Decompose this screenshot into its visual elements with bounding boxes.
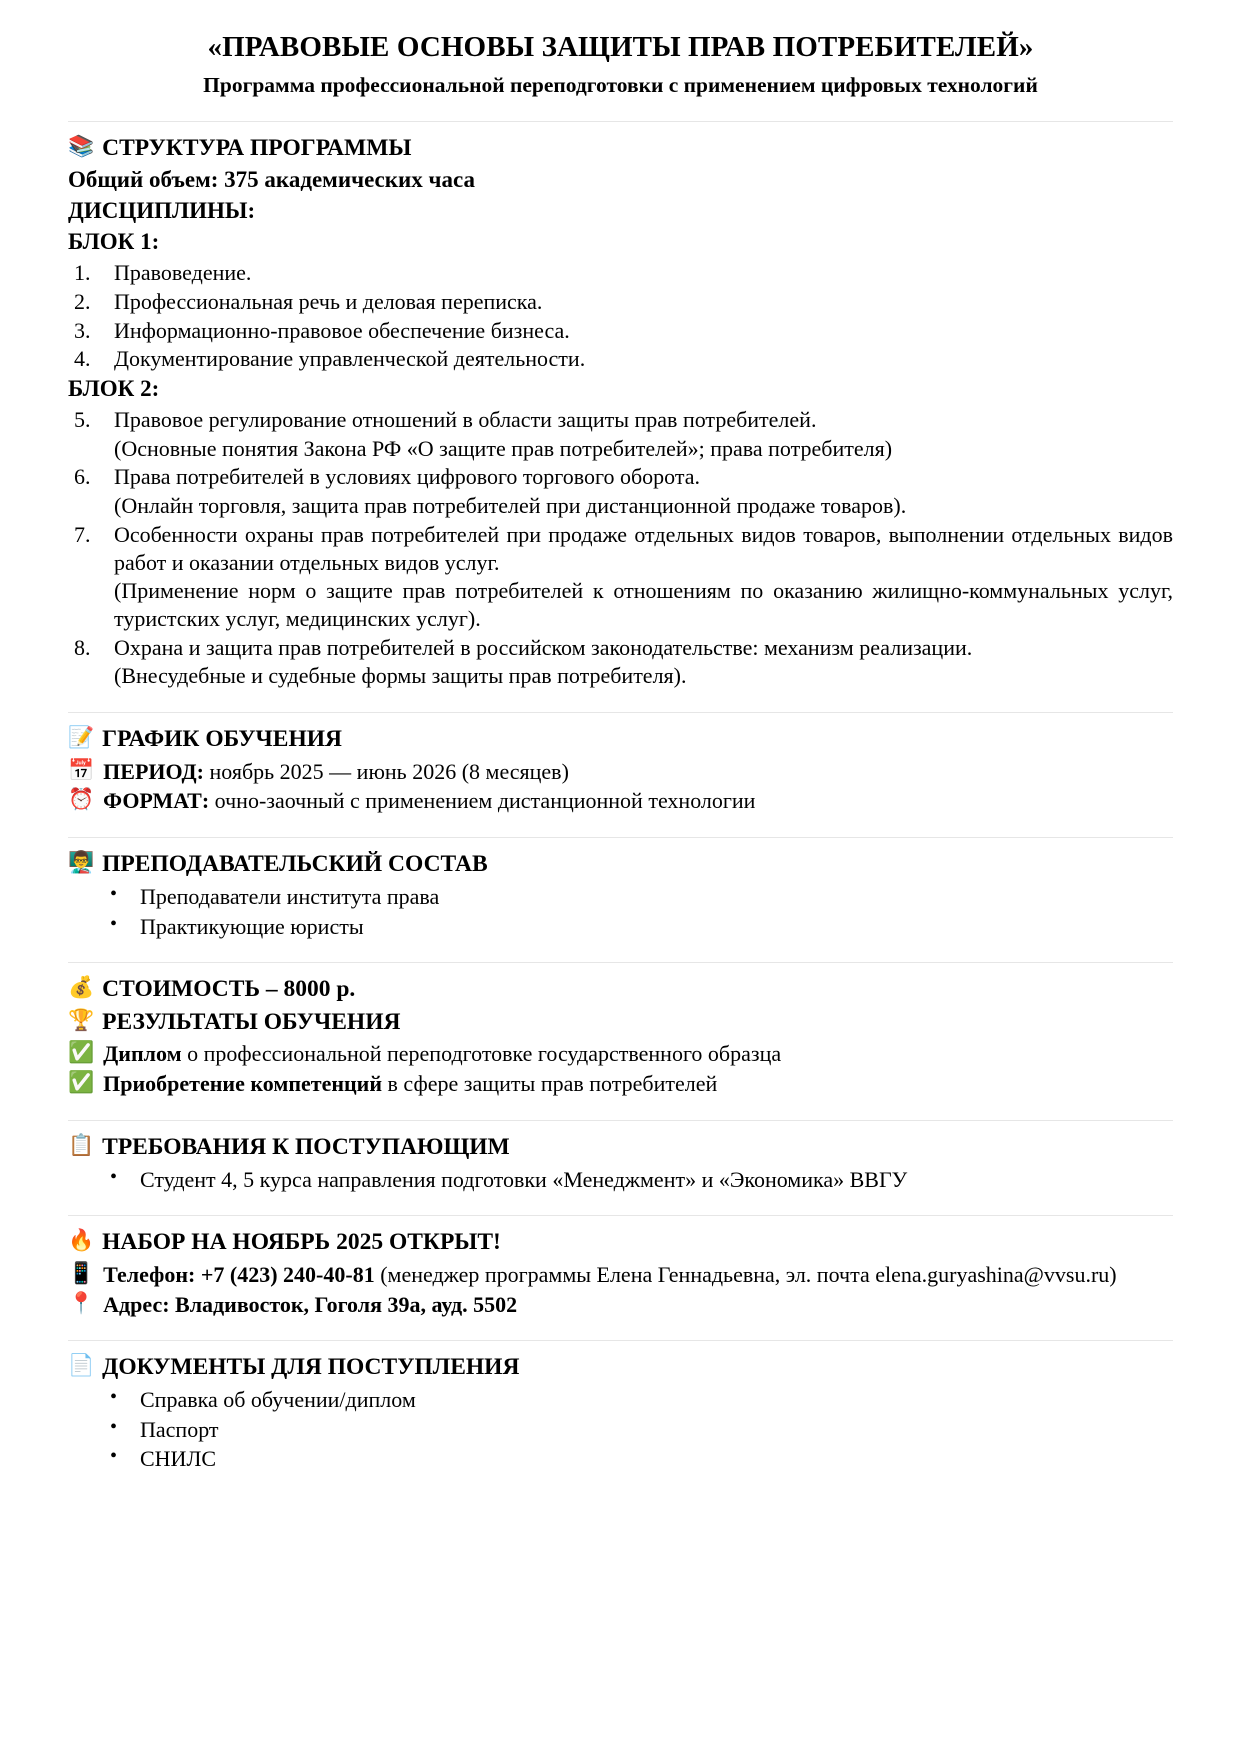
block1-list	[68, 259, 1173, 373]
section-heading-staff-label: ПРЕПОДАВАТЕЛЬСКИЙ СОСТАВ	[102, 851, 488, 878]
page-title: «ПРАВОВЫЕ ОСНОВЫ ЗАЩИТЫ ПРАВ ПОТРЕБИТЕЛЕЙ»	[207, 31, 1034, 63]
list-item-note: (Внесудебные и судебные формы защиты прав потребителя).	[114, 663, 687, 689]
list-item: • Студент 4, 5 курса направления подготовки «Менеджмент» и «Экономика» ВВГУ	[68, 1166, 1173, 1194]
list-item-number: 7.	[74, 521, 91, 547]
list-item: • Практикующие юристы	[68, 913, 1173, 941]
list-item	[68, 317, 1173, 345]
block2-list	[68, 406, 1173, 690]
result-item-competencies	[68, 1070, 1173, 1098]
requirements-list	[68, 1166, 1173, 1194]
divider	[68, 121, 1173, 122]
format-row	[68, 787, 1173, 815]
list-item-text: Правовое регулирование отношений в области защиты прав потребителей.	[114, 406, 817, 432]
clipboard-icon: 📋	[68, 1132, 95, 1157]
result-item-bold: Диплом	[103, 1041, 182, 1067]
section-heading-documents	[68, 1353, 1173, 1383]
period-value: ноябрь 2025 — июнь 2026 (8 месяцев)	[209, 758, 569, 784]
location-pin-icon: 📍	[68, 1290, 95, 1315]
section-heading-results	[68, 1008, 1173, 1038]
check-mark-icon: ✅	[68, 1070, 95, 1095]
list-item-number: 3.	[74, 317, 91, 343]
divider	[68, 712, 1173, 713]
section-heading-documents-label: ДОКУМЕНТЫ ДЛЯ ПОСТУПЛЕНИЯ	[102, 1354, 520, 1381]
memo-icon: 📝	[68, 725, 95, 750]
result-item-rest: в сфере защиты прав потребителей	[382, 1071, 718, 1097]
section-heading-schedule-label: ГРАФИК ОБУЧЕНИЯ	[102, 726, 343, 753]
list-item-text: Охрана и защита прав потребителей в российском законодательстве: механизм реализации.	[114, 634, 973, 660]
calendar-icon: 📅	[68, 757, 95, 782]
phone-row	[68, 1261, 1173, 1289]
list-item-text: Информационно-правовое обеспечение бизнеса.	[114, 317, 570, 343]
staff-list	[68, 883, 1173, 940]
list-item-number: 1.	[74, 260, 91, 286]
divider	[68, 837, 1173, 838]
cost-row	[68, 975, 1173, 1005]
list-item-number: 8.	[74, 634, 91, 660]
list-item-number: 5.	[74, 406, 91, 432]
books-icon: 📚	[68, 133, 95, 158]
address-row	[68, 1291, 1173, 1319]
block1-label: БЛОК 1:	[68, 229, 160, 255]
list-item: • Преподаватели института права	[68, 883, 1173, 911]
money-bag-icon: 💰	[68, 975, 95, 1000]
teacher-icon: 👨‍🏫	[68, 850, 95, 875]
page-subtitle: Программа профессиональной переподготовки с применением цифровых технологий	[203, 72, 1038, 97]
format-label: ФОРМАТ:	[103, 788, 210, 814]
phone-note: (менеджер программы Елена Геннадьевна, эл. почта elena.guryashina@vvsu.ru)	[374, 1261, 1117, 1287]
list-item: • Справка об обучении/диплом	[68, 1386, 1173, 1414]
period-row	[68, 758, 1173, 786]
list-item: • СНИЛС	[68, 1445, 1173, 1473]
section-heading-structure-label: СТРУКТУРА ПРОГРАММЫ	[102, 134, 412, 161]
list-item-number: 2.	[74, 288, 91, 314]
cost-text: СТОИМОСТЬ – 8000 р.	[102, 976, 356, 1003]
phone-label: Телефон: +7 (423) 240-40-81	[103, 1261, 375, 1287]
check-mark-icon: ✅	[68, 1040, 95, 1065]
address-text: Адрес: Владивосток, Гоголя 39а, ауд. 5502	[103, 1291, 518, 1317]
list-item	[68, 288, 1173, 316]
section-heading-requirements	[68, 1133, 1173, 1163]
section-heading-structure	[68, 134, 1173, 164]
list-item-note: (Онлайн торговля, защита прав потребителей при дистанционной продаже товаров).	[114, 493, 907, 519]
list-item	[68, 259, 1173, 287]
section-heading-enrollment	[68, 1228, 1173, 1258]
list-item	[68, 521, 1173, 633]
list-item-text: Права потребителей в условиях цифрового торгового оборота.	[114, 464, 700, 490]
trophy-icon: 🏆	[68, 1007, 95, 1032]
block2-label: БЛОК 2:	[68, 375, 160, 401]
result-item-text	[103, 1070, 1173, 1098]
result-item-rest: о профессиональной переподготовке государственного образца	[181, 1041, 782, 1067]
section-heading-results-label: РЕЗУЛЬТАТЫ ОБУЧЕНИЯ	[102, 1008, 401, 1035]
list-item	[68, 463, 1173, 519]
disciplines-label: ДИСЦИПЛИНЫ:	[68, 198, 256, 224]
section-heading-schedule	[68, 725, 1173, 755]
section-heading-requirements-label: ТРЕБОВАНИЯ К ПОСТУПАЮЩИМ	[102, 1133, 510, 1160]
result-item-text	[103, 1040, 1173, 1068]
alarm-clock-icon: ⏰	[68, 787, 95, 812]
list-item-text: Особенности охраны прав потребителей при продаже отдельных видов товаров, выполнении отдельных видов работ и оказании отдельных видов услуг.	[114, 521, 1173, 575]
phone-text	[103, 1261, 1173, 1289]
list-item-note: (Основные понятия Закона РФ «О защите прав потребителей»; права потребителя)	[114, 435, 893, 461]
list-item-text: Правоведение.	[114, 260, 252, 286]
result-item-bold: Приобретение компетенций	[103, 1071, 383, 1097]
list-item-text: Документирование управленческой деятельности.	[114, 346, 586, 372]
fire-icon: 🔥	[68, 1228, 95, 1253]
list-item-number: 6.	[74, 464, 91, 490]
program-volume: Общий объем: 375 академических часа	[68, 167, 475, 193]
section-heading-staff	[68, 850, 1173, 880]
list-item	[68, 345, 1173, 373]
list-item-text: Профессиональная речь и деловая переписка.	[114, 288, 543, 314]
divider	[68, 1215, 1173, 1216]
result-item-diploma	[68, 1040, 1173, 1068]
divider	[68, 962, 1173, 963]
divider	[68, 1340, 1173, 1341]
section-heading-enrollment-label: НАБОР НА НОЯБРЬ 2025 ОТКРЫТ!	[102, 1229, 501, 1256]
page-icon: 📄	[68, 1353, 95, 1378]
format-value: очно-заочный с применением дистанционной технологии	[214, 788, 756, 814]
list-item-number: 4.	[74, 346, 91, 372]
documents-list	[68, 1386, 1173, 1473]
list-item	[68, 406, 1173, 462]
format-text	[103, 787, 1173, 815]
mobile-phone-icon: 📱	[68, 1260, 95, 1285]
divider	[68, 1120, 1173, 1121]
list-item: • Паспорт	[68, 1416, 1173, 1444]
period-label: ПЕРИОД:	[103, 758, 204, 784]
list-item-note: (Применение норм о защите прав потребителей к отношениям по оказанию жилищно-коммунальных услуг, туристских услуг, медицинских услуг).	[114, 578, 1173, 631]
period-text	[103, 758, 1173, 786]
list-item	[68, 634, 1173, 690]
